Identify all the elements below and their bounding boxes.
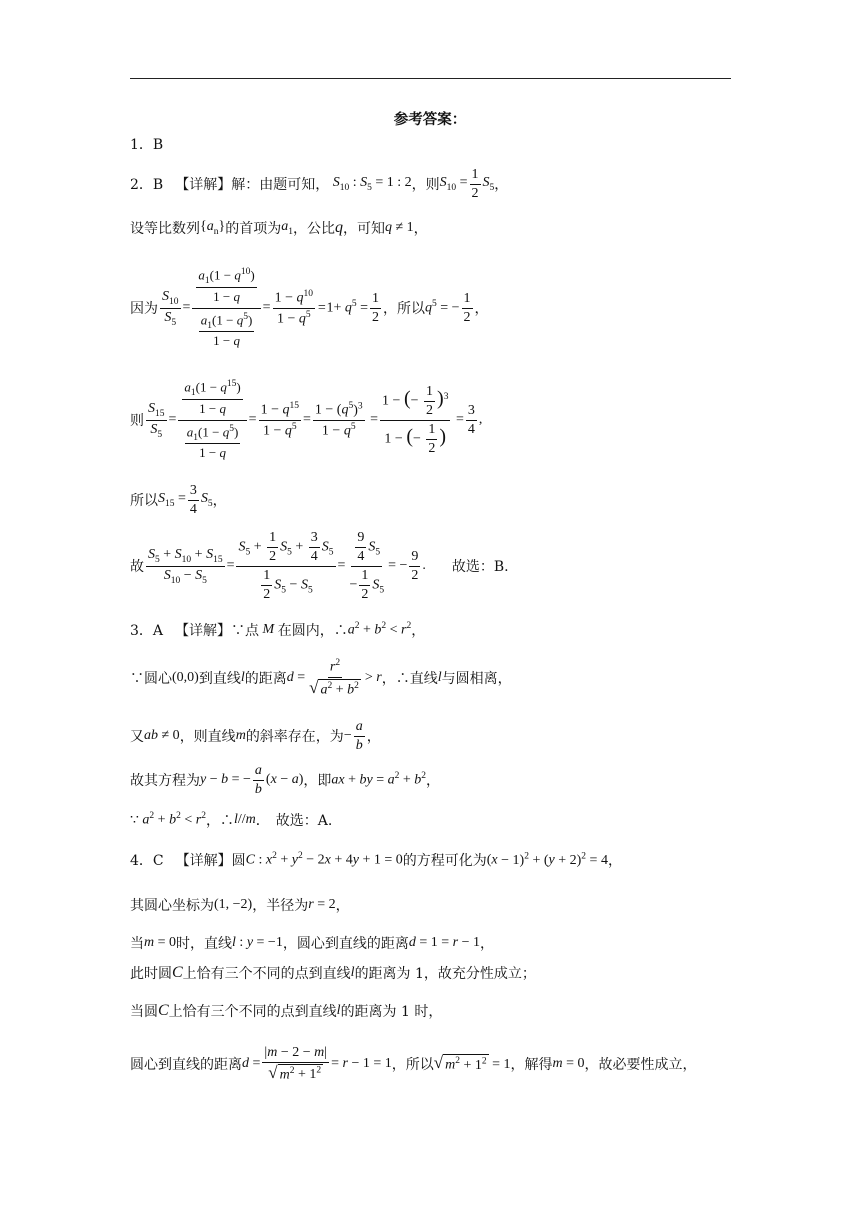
answer-3-line-4: 故其方程为 y − b = − $\frac{a}{b}$ (x − a) ，即 ax + by = $a^2 + b^2$ ， (130, 762, 441, 797)
answer-3-line-2: ∵圆心 (0,0) 到直线 l 的距离 d = $r^2$ √ $a^2 + b^2$ > r ，∴直线 l 与圆相离， (130, 657, 512, 698)
answer-2-line-6: 故 $\frac{S_5 + S_{10} + S_{15}}{S_{10} - S_5}$ = $S_5$ + $\frac{1}{2}$ $S_5$ + $\frac{3}{4}$ $S_5$ $\frac{1}{2}$ $S_5 - S_5$ = $\frac{9}{4}$ $S_5$ − $\frac{1}{2}$ $S_5$ = − $\frac{9}{2}$ . 故选：B. (130, 529, 509, 602)
answer-2-line-3: 因为 $\frac{S_{10}}{S_5}$ = $\frac{\frac{a_1(1 - q^{10})}{1 - q}}{\frac{a_1(1 - q^5)}{1 - q}}$ = $\frac{1 - q^{10}}{1 - q^5}$ $=1+ q^5$ = $\frac{1}{2}$ ，所以 $q^5$ = − $\frac{1}{2}$ ， (130, 266, 489, 349)
header-rule (130, 78, 731, 79)
answer-2-line-4: 则 $\frac{S_{15}}{S_5}$ = $\frac{\frac{a_1(1 - q^{15})}{1 - q}}{\frac{a_1(1 - q^5)}{1 - q}}$ = $\frac{1 - q^{15}}{1 - q^5}$ = $\frac{1 - (q^5)^3}{1 - q^5}$ = 1 − (− $\frac{1}{2}$ )$^3$ 1 − (− $\frac{1}{2}$ ) = $\frac{3}{4}$ , (130, 378, 483, 461)
answer-1 (130, 133, 163, 155)
answer-2-line-2: 设等比数列 $\{a_n\}$ 的首项为 $a_1$ ，公比 q ，可知 q ≠ 1 ， (130, 219, 428, 237)
answer-title: 参考答案： (393, 111, 467, 128)
answer-3-line-5: ∵ $a^2 + b^2 < r^2$ ，∴ l//m ． 故选：A. (130, 811, 333, 829)
answer-1-text: 1．B (130, 137, 164, 153)
answer-3-line-1: 3．A 【详解】 ∵点 M 在圆内，∴ $a^2 + b^2 < r^2$ ， (130, 621, 426, 639)
answer-4-line-4: 此时圆 C 上恰有三个不同的点到直线 l 的距离为 1，故充分性成立； (130, 964, 536, 982)
formula: $S_{10}$ : $S_5 = 1$ : 2 (329, 175, 412, 193)
answer-4-line-3: 当 m = 0 时，直线 l : y = −1 ，圆心到直线的距离 d = 1 = r − 1 ， (130, 935, 494, 952)
answer-4-line-1: 4．C 【详解】 圆 C : $x^2 + y^2 - 2x + 4y + 1 = 0$ 的方程可化为 $(x - 1)^2 + (y + 2)^2 = 4$ ， (130, 851, 622, 869)
formula: $S_{10}$ = (439, 175, 468, 193)
answer-4-line-5: 当圆 C 上恰有三个不同的点到直线 l 的距离为 1 时， (130, 1002, 443, 1020)
answer-4-line-6: 圆心到直线的距离 d = |m − 2 − m| √ $m^2 + 1^2$ = r − 1 = 1 ，所以 √ $m^2 + 1^2$ = 1 ，解得 m = 0 ，故必要性成立， (130, 1044, 697, 1083)
answer-3-line-3: 又 ab ≠ 0 ，则直线 m 的斜率存在，为 − $\frac{a}{b}$ ， (130, 718, 381, 753)
answer-2-line-1: 2．B 【详解】 解：由题可知， $S_{10}$ : $S_5 = 1$ : 2 ，则 $S_{10}$ = $\frac{1}{2}$ $S_5$ ， (130, 166, 509, 201)
answer-4-line-2: 其圆心坐标为 (1, −2) ，半径为 r = 2 ， (130, 897, 350, 914)
answer-2-line-5: 所以 $S_{15}$ = $\frac{3}{4}$ $S_5$ ， (130, 482, 227, 517)
